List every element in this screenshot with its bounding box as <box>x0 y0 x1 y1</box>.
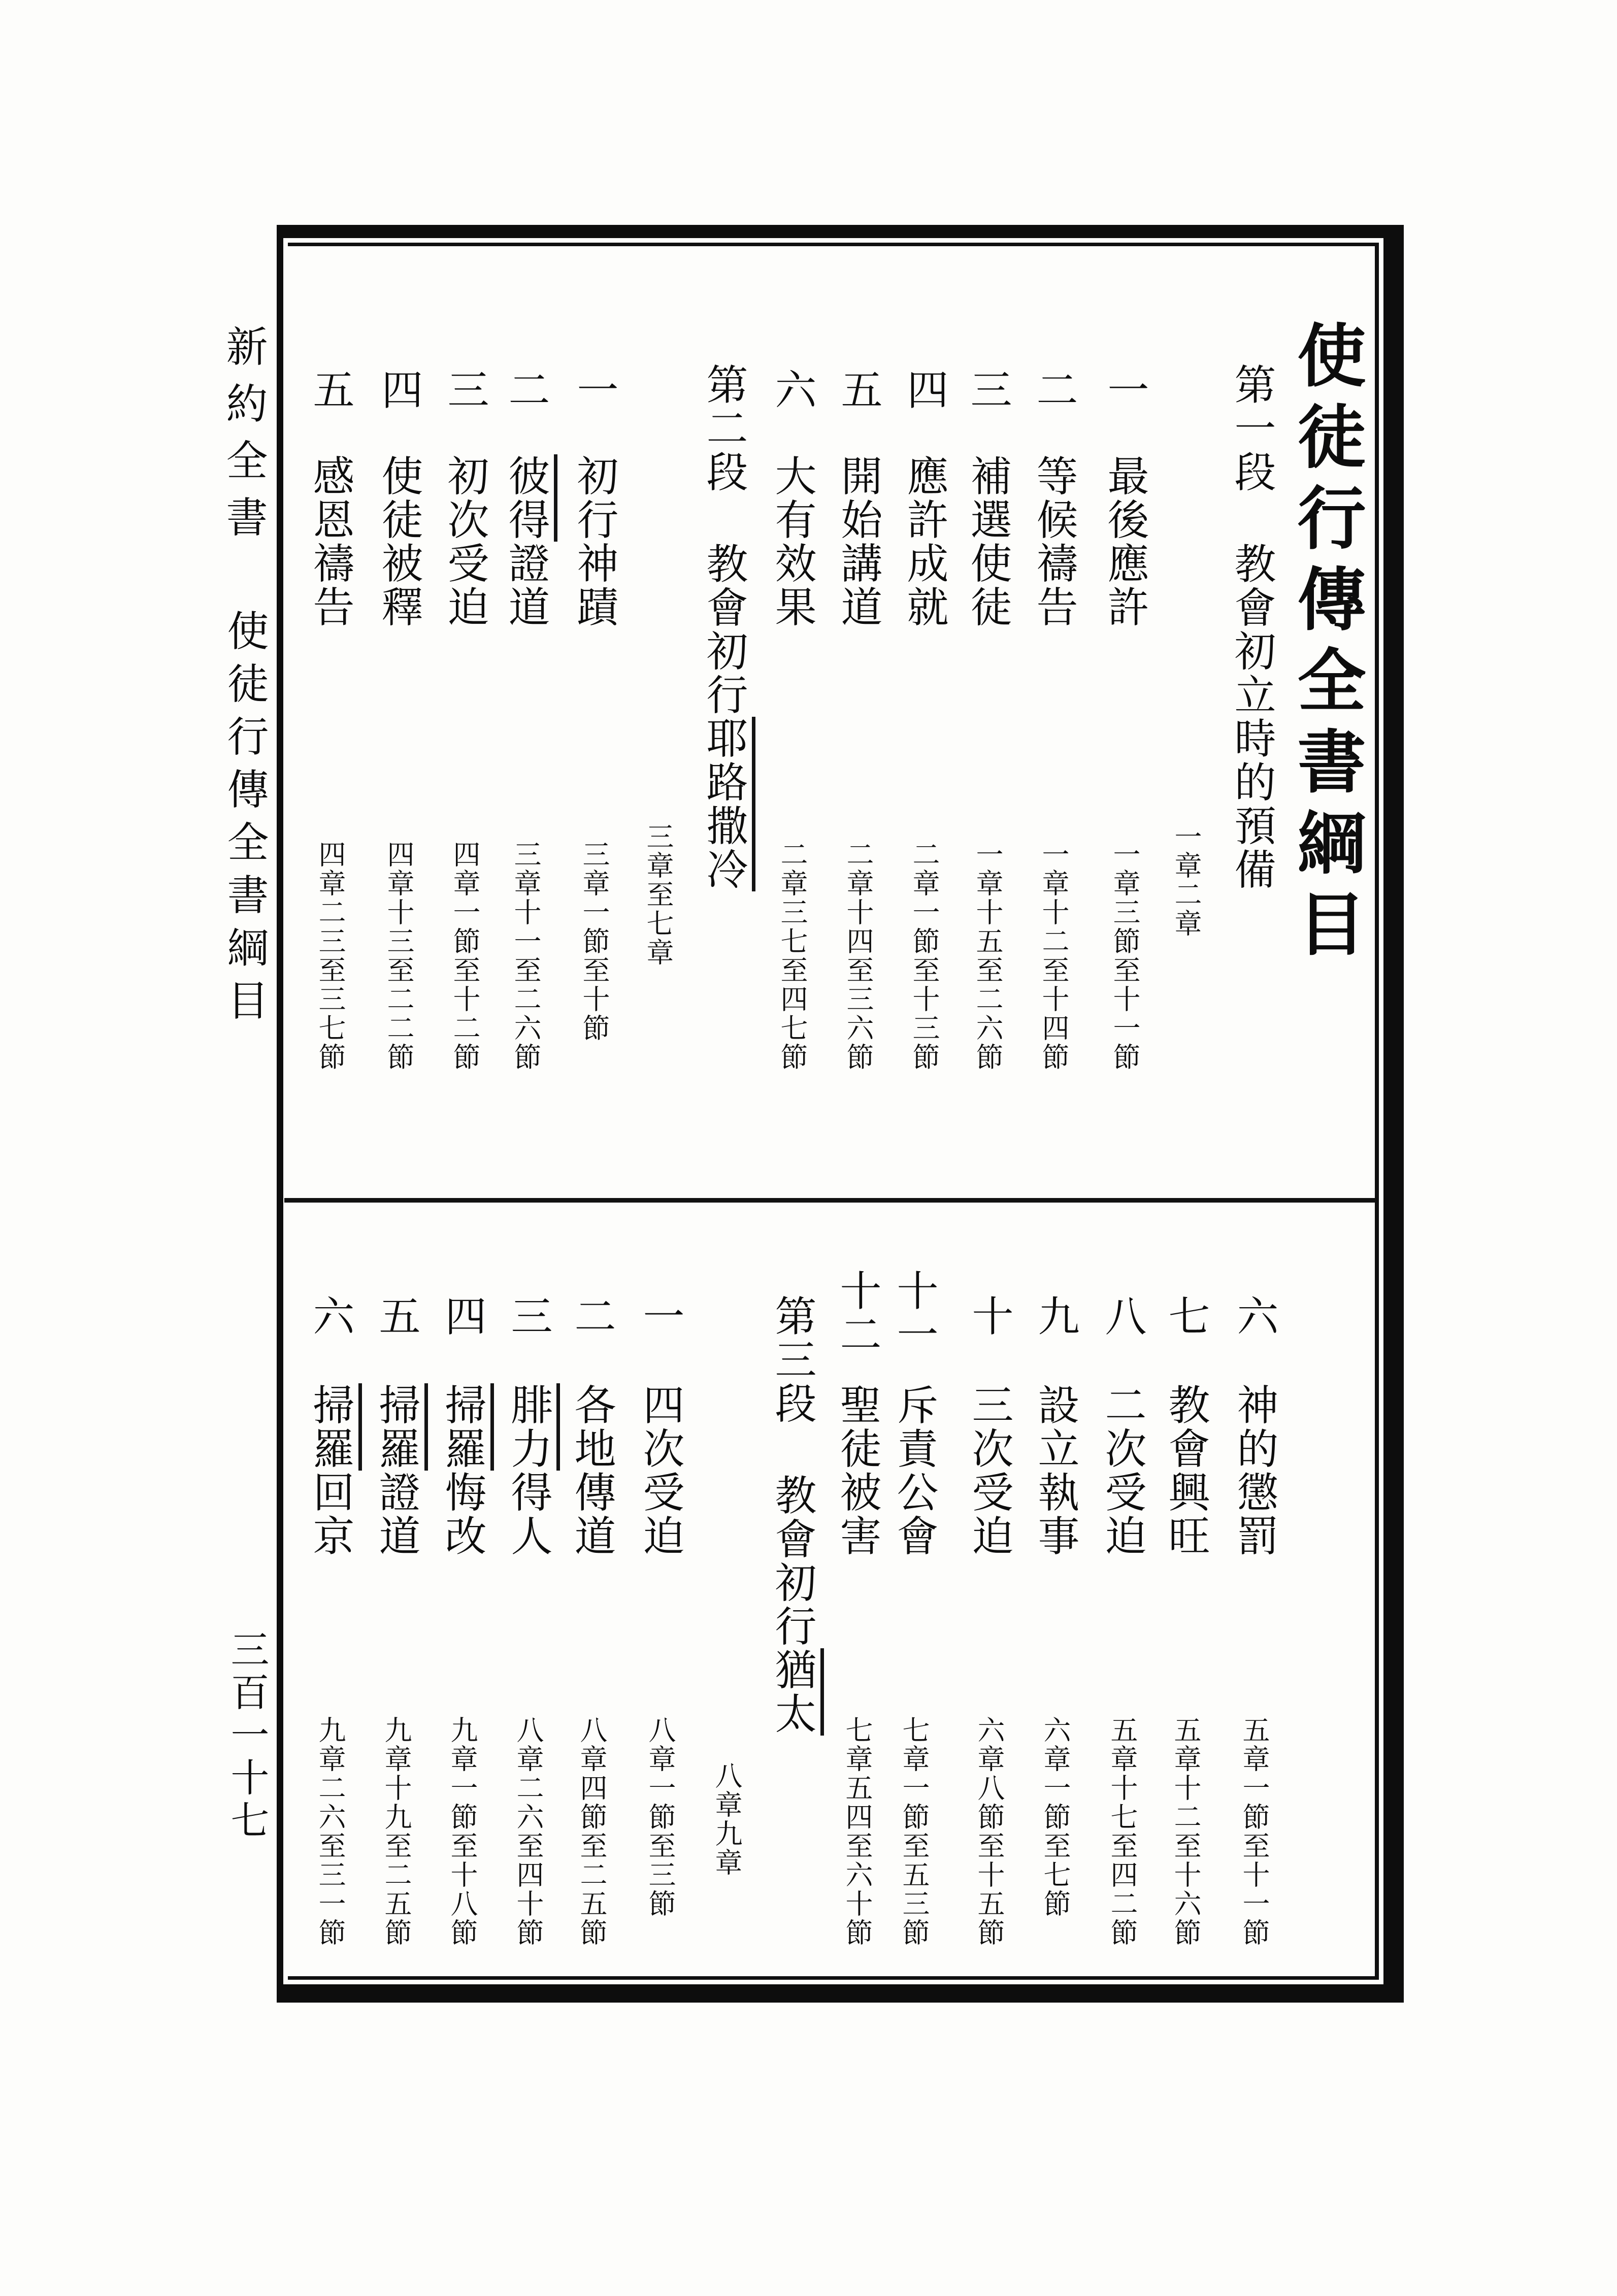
entry-number: 二 <box>569 1294 615 1338</box>
entry-ref: 六章一節至七節 <box>1040 1716 1070 1918</box>
section-title: 教會初行耶路撒冷 <box>703 542 744 891</box>
toc-entry <box>1163 0 1208 2296</box>
entry-number: 十二 <box>834 1269 880 1356</box>
entry-title: 二次受迫 <box>1099 1383 1145 1558</box>
entry-number: 二 <box>503 368 549 412</box>
entry-title: 聖徒被害 <box>834 1383 880 1558</box>
entry-ref: 九章二六至三一節 <box>315 1716 345 1947</box>
section-label: 第二段 <box>701 363 747 494</box>
entry-title: 初行神蹟 <box>571 454 617 629</box>
toc-entry <box>439 0 488 2296</box>
entry-title: 應許成就 <box>901 454 947 629</box>
entry-number: 一 <box>1102 368 1148 412</box>
section-ref: 八章九章 <box>711 1761 742 1877</box>
entry-title: 等候禱告 <box>1031 454 1077 629</box>
entry-title: 教會興旺 <box>1163 1383 1209 1558</box>
entry-ref: 四章二三至三七節 <box>315 840 345 1072</box>
entry-ref: 七章一節至五三節 <box>899 1716 929 1947</box>
entry-number: 八 <box>1099 1294 1145 1338</box>
entry-number: 四 <box>901 368 947 412</box>
proper-noun-marked-text: 彼得 <box>503 454 557 542</box>
entry-title: 四次受迫 <box>637 1383 683 1558</box>
toc-entry <box>966 0 1012 2296</box>
entry-ref: 九章一節至十八節 <box>447 1716 477 1947</box>
entry-ref: 七章五四至六十節 <box>842 1716 872 1947</box>
entry-number: 五 <box>373 1294 419 1338</box>
toc-entry <box>891 0 937 2296</box>
margin-running-title: 使徒行傳全書綱目 <box>221 609 268 1031</box>
toc-entry <box>373 0 422 2296</box>
entry-ref: 一章三節至十一節 <box>1109 840 1140 1072</box>
entry-ref: 二章十四至三六節 <box>843 840 873 1072</box>
entry-ref: 八章二六至四十節 <box>513 1716 543 1947</box>
margin-page-number: 三百一十七 <box>225 1629 268 1843</box>
entry-number: 五 <box>307 368 353 412</box>
entry-title: 斥責公會 <box>891 1383 937 1558</box>
entry-title: 開始講道 <box>835 454 881 629</box>
margin-running-title-book: 新約全書 <box>220 325 267 552</box>
entry-title: 補選使徒 <box>965 454 1011 629</box>
entry-ref: 四章十三至二二節 <box>383 840 414 1072</box>
entry-ref: 六章八節至十五節 <box>974 1716 1004 1947</box>
toc-entry <box>505 0 551 2296</box>
entry-title: 使徒被釋 <box>376 454 422 629</box>
entry-title: 三次受迫 <box>966 1383 1012 1558</box>
toc-entry <box>637 0 683 2296</box>
entry-number: 一 <box>637 1294 683 1338</box>
entry-ref: 四章一節至十二節 <box>449 840 480 1072</box>
book-title: 使徒行傳全書綱目 <box>1287 320 1363 970</box>
section-label: 第三段 <box>769 1294 815 1425</box>
entry-title: 初次受迫 <box>442 454 488 629</box>
proper-noun-marked-text: 腓力 <box>505 1383 560 1471</box>
entry-number: 六 <box>769 368 815 412</box>
entry-number: 十一 <box>891 1269 937 1356</box>
entry-number: 四 <box>439 1294 485 1338</box>
entry-number: 九 <box>1032 1294 1078 1338</box>
entry-number: 六 <box>1231 1294 1277 1338</box>
toc-entry <box>307 0 353 2296</box>
entry-number: 五 <box>835 368 881 412</box>
section-title: 教會初行猶太 <box>771 1474 813 1736</box>
entry-ref: 一章十五至二六節 <box>972 840 1003 1072</box>
proper-noun-marked-text: 掃羅 <box>373 1383 428 1471</box>
entry-number: 三 <box>505 1294 551 1338</box>
toc-entry <box>1032 0 1078 2296</box>
toc-entry <box>569 0 617 2296</box>
entry-number: 三 <box>965 368 1011 412</box>
entry-title: 最後應許 <box>1102 454 1148 629</box>
entry-number: 二 <box>1031 368 1077 412</box>
entry-number: 一 <box>571 368 617 412</box>
entry-ref: 九章十九至二五節 <box>381 1716 411 1947</box>
entry-title: 掃羅證道 <box>375 1383 417 1558</box>
entry-number: 六 <box>307 1294 353 1338</box>
entry-ref: 一章十二至十四節 <box>1038 840 1069 1072</box>
entry-number: 三 <box>442 368 488 412</box>
entry-number: 四 <box>376 368 422 412</box>
entry-title: 感恩禱告 <box>307 454 353 629</box>
section-ref: 三章至七章 <box>643 822 673 967</box>
toc-entry <box>834 0 880 2296</box>
entry-ref: 五章十七至四二節 <box>1107 1716 1137 1947</box>
entry-ref: 五章十二至十六節 <box>1170 1716 1201 1947</box>
entry-number: 七 <box>1163 1294 1209 1338</box>
entry-ref: 八章四節至二五節 <box>576 1716 607 1947</box>
proper-noun-marked-text: 耶路撒冷 <box>701 717 755 891</box>
entry-title: 彼得證道 <box>505 454 546 629</box>
toc-entry <box>1231 0 1277 2296</box>
entry-title: 掃羅悔改 <box>441 1383 483 1558</box>
entry-ref: 八章一節至三節 <box>645 1716 675 1918</box>
entry-ref: 三章一節至十節 <box>579 840 609 1043</box>
section-3-header <box>701 0 822 2296</box>
entry-title: 掃羅回京 <box>309 1383 351 1558</box>
section-label: 第一段 <box>1229 363 1275 494</box>
proper-noun-marked-text: 猶太 <box>769 1648 824 1736</box>
toc-entry <box>1099 0 1148 2296</box>
section-ref: 一章二章 <box>1171 822 1201 938</box>
entry-ref: 二章三七至四七節 <box>777 840 807 1072</box>
section-title: 教會初立時的預備 <box>1229 542 1275 891</box>
entry-title: 神的懲罰 <box>1231 1383 1277 1558</box>
entry-title: 大有效果 <box>769 454 815 629</box>
entry-title: 設立執事 <box>1032 1383 1078 1558</box>
entry-ref: 二章一節至十三節 <box>909 840 939 1072</box>
proper-noun-marked-text: 掃羅 <box>439 1383 494 1471</box>
proper-noun-marked-text: 掃羅 <box>307 1383 362 1471</box>
entry-ref: 五章一節至十一節 <box>1239 1716 1269 1947</box>
entry-title: 各地傳道 <box>569 1383 615 1558</box>
entry-title: 腓力得人 <box>507 1383 549 1558</box>
entry-ref: 三章十一至二六節 <box>510 840 541 1072</box>
entry-number: 十 <box>966 1294 1012 1338</box>
